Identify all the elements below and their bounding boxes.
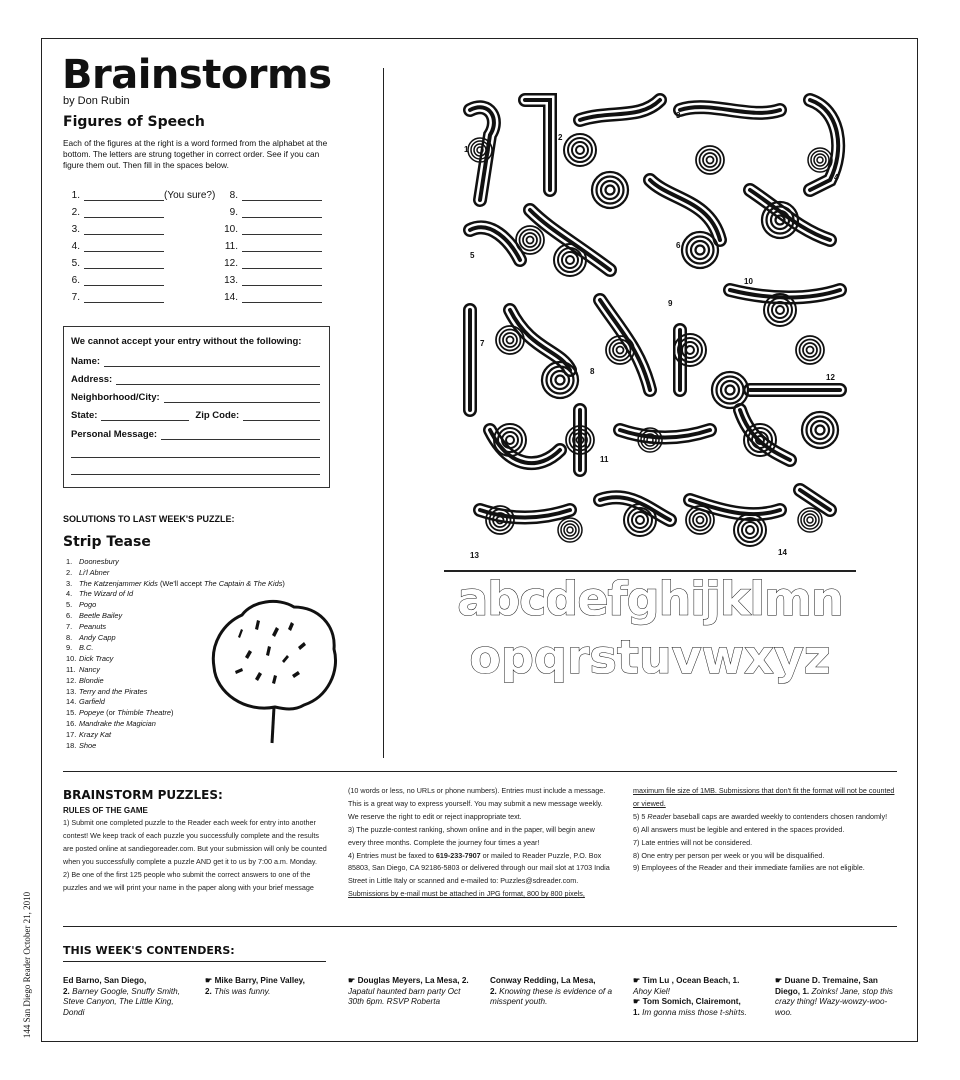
stripe-stroke [525,100,550,190]
page-number-caption [4,880,34,1050]
rule-paragraph: 5) 5 Reader baseball caps are awarded weekly to contenders chosen randomly! [633,811,888,821]
contenders-underline [63,961,326,962]
figure-number: 13 [470,551,479,560]
entry-form-heading: We cannot accept your entry without the following: [71,336,302,347]
rule-paragraph: 2) Be one of the first 125 people who submit the correct answers to one of the puzzles and we will print your name in the paper along with your brief message [63,869,314,892]
neighborhood-label: Neighborhood/City: [71,392,160,403]
tree-illustration [200,595,350,750]
swirl-glyph [802,412,838,448]
list-item: 10. Dick Tracy [66,654,114,664]
rules-divider [63,771,897,772]
list-item: 18. Shoe [66,740,97,750]
name-field[interactable] [71,353,320,367]
rule-paragraph: (10 words or less, no URLs or phone numbers). Entries must include a message. This is a great way to express yourself. You may submit a new message weekly. We reserve the right to edit or reject inappropriate text. [348,786,606,821]
answer-number: 7. [71,292,80,303]
list-item: 17. Krazy Kat [66,729,112,739]
figure-group [468,100,840,546]
answer-row[interactable] [224,236,322,252]
alphabet-row-1: abcdefghijklmn [457,572,843,626]
state-zip-field[interactable] [71,407,320,421]
swirl-glyph [674,334,706,366]
answer-number: 9. [229,207,238,218]
solutions-header: SOLUTIONS TO LAST WEEK'S PUZZLE: [63,514,235,524]
swirl-glyph [712,372,748,408]
swirl-glyph [494,424,526,456]
rule-paragraph: 6) All answers must be legible and entered in the spaces provided. [633,824,845,834]
stripe-stroke [800,490,830,510]
page-title: Brainstorms [62,52,332,98]
list-item: 7. Peanuts [66,621,107,631]
swirl-glyph [606,336,634,364]
answer-number: 12. [224,258,238,269]
puzzle-figures [450,90,860,560]
answer-number: 8. [229,190,238,201]
figure-number: 8 [590,367,595,376]
swirl-glyph [564,134,596,166]
stripe-stroke [580,100,660,120]
list-item: 4. The Wizard of Id [66,589,134,599]
message-line[interactable] [71,444,320,458]
answer-number: 13. [224,275,238,286]
list-item: 11. Nancy [66,664,100,674]
alphabet-row-2: opqrstuvwxyz [469,630,831,684]
figure-number: 12 [826,373,835,382]
answer-number: 3. [71,224,80,235]
list-item: 16. Mandrake the Magician [66,718,156,728]
swirl-glyph [798,508,822,532]
stripe-stroke [620,430,710,438]
figure-number: 1 [464,145,469,154]
contenders-divider [63,926,897,927]
rule-paragraph: 9) Employees of the Reader and their immediate families are not eligible. [633,863,865,873]
answer-row[interactable] [66,270,164,286]
zip-label: Zip Code: [195,410,240,421]
answer-number: 2. [71,207,80,218]
contender-entry: ☛ Tim Lu , Ocean Beach, 1. Ahoy Kiel! ☛ Tom Somich, Clairemont, 1. Im gonna miss those t-shirts. [633,976,747,1017]
swirl-glyph [734,514,766,546]
answer-row[interactable] [66,202,164,218]
swirl-glyph [686,506,714,534]
rules-heading: BRAINSTORM PUZZLES: [63,788,223,802]
contender-entry: ☛ Douglas Meyers, La Mesa, 2. Japatul haunted barn party Oct 30th 6pm. RSVP Roberta [348,976,469,1007]
answer-note: (You sure?) [164,190,216,201]
stripe-stroke [530,210,610,270]
answer-number: 5. [71,258,80,269]
answer-number: 1. [71,190,80,201]
rule-paragraph: Submissions by e-mail must be attached in JPG format, 800 by 800 pixels, [348,889,585,899]
swirl-glyph [542,362,578,398]
answer-row[interactable] [224,219,322,235]
rules-column-1 [63,817,331,894]
answer-row[interactable] [66,219,164,235]
stripe-stroke [680,107,780,113]
figure-number: 7 [480,339,485,348]
answer-row[interactable] [224,287,322,303]
swirl-glyph [624,504,656,536]
swirl-glyph [554,244,586,276]
rule-paragraph: 4) Entries must be faxed to 619-233-7907 or mailed to Reader Puzzle, P.O. Box 85803, San Diego, CA 92186-5803 or delivered through our mail slot at 1703 India Street in Little Italy or scanned and e-mailed to: Puzzles@sdreader.com. [348,850,610,886]
swirl-glyph [592,172,628,208]
list-item: 14. Garfield [66,697,105,707]
swirl-glyph [696,146,724,174]
list-item: 6. Beetle Bailey [66,610,123,620]
list-item: 15. Popeye (or Thimble Theatre) [66,708,174,718]
answer-row[interactable] [224,270,322,286]
figure-number: 14 [778,548,787,557]
stripe-stroke [730,290,840,298]
rule-paragraph: 3) The puzzle-contest ranking, shown online and in the paper, will begin anew every three months. Complete the journey four times a year! [348,824,595,847]
stripe-stroke [470,107,494,200]
stripe-stroke [650,180,720,240]
figure-number: 9 [668,299,673,308]
rule-paragraph: 7) Late entries will not be considered. [633,837,753,847]
answer-number: 14. [224,292,238,303]
answer-row[interactable] [224,253,322,269]
answer-number: 6. [71,275,80,286]
list-item: 12. Blondie [66,675,104,685]
contender-entry: ☛ Duane D. Tremaine, San Diego, 1. Zoinks! Jane, stop this crazy thing! Wazy-wowzy-woo-woo. [775,976,893,1017]
swirl-glyph [468,138,492,162]
swirl-glyph [558,518,582,542]
answer-row[interactable] [66,253,164,269]
rule-paragraph: 1) Submit one completed puzzle to the Reader each week for entry into another contest! We keep track of each puzzle you successfully complete and the results are posted online at sandiegoreader.com. But your submission will only be counted when you successfully complete a puzzle AND get it to us by 7:00 a.m. Monday. [63,818,327,866]
figure-number: 5 [470,251,475,260]
answer-row[interactable] [224,202,322,218]
byline: by Don Rubin [63,95,130,107]
rules-subheading: RULES OF THE GAME [63,806,148,815]
figure-number: 11 [600,455,609,464]
swirl-glyph [796,336,824,364]
stripe-stroke [470,227,520,260]
address-label: Address: [71,374,113,385]
figure-number: 2 [558,133,563,142]
rules-column-3 [633,785,899,875]
instructions: Each of the figures at the right is a word formed from the alphabet at the bottom. The letters are strung together in correct order. See if you can figure them out. Then fill in the spaces below. [63,138,328,170]
rules-column-2 [348,785,613,901]
alphabet-key [440,570,860,686]
contender-entry: Conway Redding, La Mesa, 2. Knowing these is evidence of a misspent youth. [490,976,613,1007]
answer-number: 11. [224,241,238,252]
rule-paragraph: 8) One entry per person per week or you will be disqualified. [633,850,825,860]
contender-entry: Ed Barno, San Diego, 2. Barney Google, Snuffy Smith, Steve Canyon, The Little King, Dondi [63,976,180,1017]
puzzle-subtitle: Figures of Speech [63,114,205,130]
answer-row[interactable] [224,185,322,201]
neighborhood-field[interactable] [71,389,320,403]
column-divider [383,68,384,758]
swirl-glyph [496,326,524,354]
side-caption-text: 144 San Diego Reader October 21, 2010 [22,891,32,1039]
swirl-glyph [808,148,832,172]
answer-row[interactable] [66,287,164,303]
swirl-glyph [516,226,544,254]
state-label: State: [71,410,98,421]
list-item: 9. B.C. [66,643,94,653]
answer-number: 10. [224,224,238,235]
figure-number: 3 [676,111,681,120]
rule-paragraph: maximum file size of 1MB. Submissions that don't fit the format will not be counted or viewed. [633,786,895,808]
swirl-glyph [764,294,796,326]
message-line[interactable] [71,461,320,475]
list-item: 3. The Katzenjammer Kids (We'll accept The Captain & The Kids) [66,578,285,588]
entry-form [63,326,330,488]
message-label: Personal Message: [71,429,158,440]
address-field[interactable] [71,371,320,385]
list-item: 8. Andy Capp [66,632,116,642]
list-item: 13. Terry and the Pirates [66,686,148,696]
answer-row[interactable] [66,236,164,252]
list-item: 5. Pogo [66,600,97,610]
contenders-heading: THIS WEEK'S CONTENDERS: [63,944,235,957]
figure-number: 10 [744,277,753,286]
contender-entry: ☛ Mike Barry, Pine Valley, 2. This was funny. [205,976,305,996]
answer-row[interactable] [66,185,215,201]
solutions-title: Strip Tease [63,534,151,550]
list-item: 2. Li'l Abner [66,567,110,577]
message-field[interactable] [71,426,320,440]
swirl-glyph [682,232,718,268]
figure-number: 6 [676,241,681,250]
figure-number: 4 [834,173,839,182]
answer-number: 4. [71,241,80,252]
name-label: Name: [71,356,101,367]
list-item: 1. Doonesbury [66,557,119,566]
